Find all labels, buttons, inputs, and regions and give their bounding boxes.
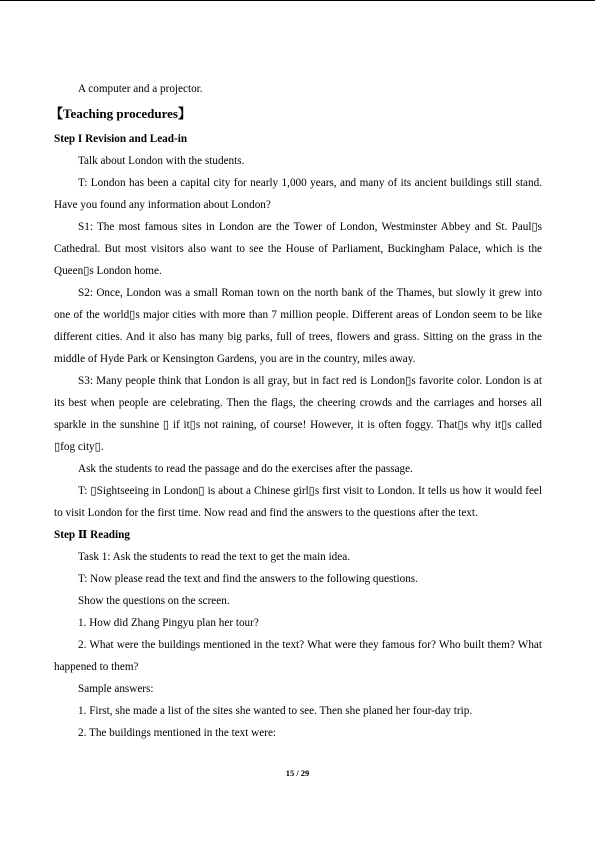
paragraph: Task 1: Ask the students to read the text to get the main idea. — [78, 551, 351, 563]
paragraph: 1. How did Zhang Pingyu plan her tour? — [78, 617, 259, 629]
paragraph: Ask the students to read the passage and do the exercises after the passage. — [78, 463, 413, 475]
step-heading: Step Ⅱ Reading — [54, 529, 130, 541]
paragraph: 2. What were the buildings mentioned in the text? What were they famous for? Who built them? What happened to them? — [54, 639, 542, 673]
paragraph: S3: Many people think that London is all gray, but in fact red is London▯s favorite color. London is at its best when people are celebrating. Then the flags, the cheering crowds and the carriages and horses all sparkle in the sunshine ▯ if it▯s not raining, of course! However, it is often foggy. That▯s why it▯s called ▯fog city▯. — [54, 375, 542, 453]
paragraph: Show the questions on the screen. — [78, 595, 230, 607]
paragraph: Sample answers: — [78, 683, 154, 695]
paragraph: T: Now please read the text and find the answers to the following questions. — [78, 573, 418, 585]
paragraph: T: ▯Sightseeing in London▯ is about a Chinese girl▯s first visit to London. It tells us how it would feel to visit London for the first time. Now read and find the answers to the questions after the text. — [54, 485, 542, 519]
paragraph: S2: Once, London was a small Roman town on the north bank of the Thames, but slowly it grew into one of the world▯s major cities with more than 7 million people. Different areas of London seem to be like different cities. And it also has many big parks, full of trees, flowers and grass. Sitting on the grass in the middle of Hyde Park or Kensington Gardens, you are in the country, miles away. — [54, 287, 542, 365]
paragraph: T: London has been a capital city for nearly 1,000 years, and many of its ancient buildings still stand. Have you found any information about London? — [54, 177, 542, 211]
paragraph: A computer and a projector. — [78, 83, 203, 95]
paragraph: 2. The buildings mentioned in the text were: — [78, 727, 277, 739]
step-heading: Step I Revision and Lead-in — [54, 133, 188, 145]
section-heading: 【Teaching procedures】 — [50, 106, 191, 121]
document-body — [50, 78, 542, 744]
page-number: 15 / 29 — [285, 768, 310, 778]
paragraph: Talk about London with the students. — [78, 155, 245, 167]
paragraph: S1: The most famous sites in London are the Tower of London, Westminster Abbey and St. Paul▯s Cathedral. But most visitors also want to see the House of Parliament, Buckingham Palace, which is the Queen▯s London home. — [54, 221, 542, 277]
paragraph: 1. First, she made a list of the sites she wanted to see. Then she planed her four-day trip. — [78, 705, 473, 717]
top-rule — [0, 0, 595, 1]
